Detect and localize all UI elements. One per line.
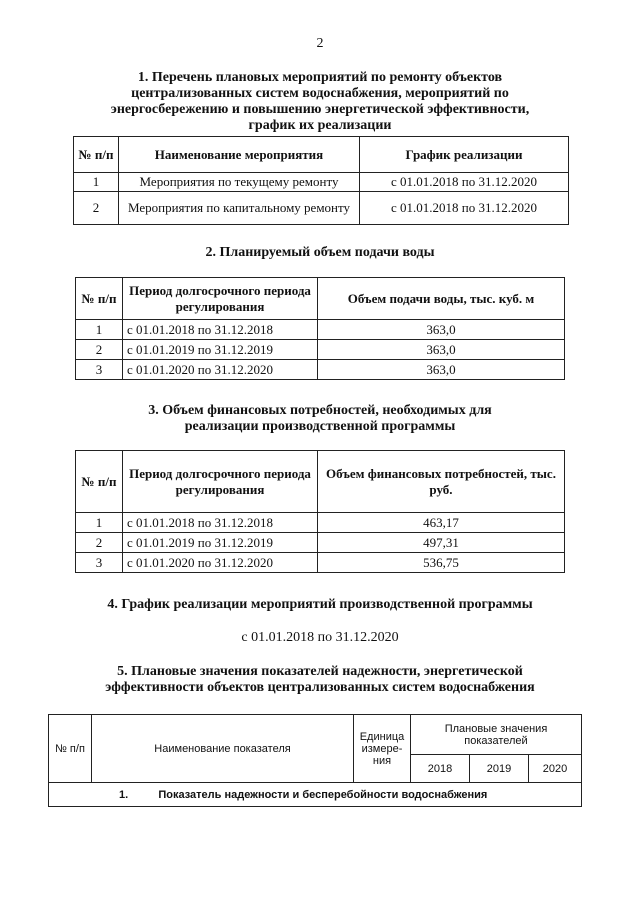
table-row xyxy=(49,783,582,807)
period: с 01.01.2019 по 31.12.2019 xyxy=(123,340,318,360)
row-num: 3 xyxy=(76,360,123,380)
table-row xyxy=(76,553,565,573)
col-header-num: № п/п xyxy=(49,715,92,783)
section5-heading-line: эффективности объектов централизованных систем водоснабжения xyxy=(105,680,535,695)
measure-schedule: с 01.01.2018 по 31.12.2020 xyxy=(360,192,569,225)
period: с 01.01.2018 по 31.12.2018 xyxy=(123,320,318,340)
table-row xyxy=(76,320,565,340)
period: с 01.01.2020 по 31.12.2020 xyxy=(123,360,318,380)
financial-value: 463,17 xyxy=(318,513,565,533)
row-num: 2 xyxy=(76,533,123,553)
row-num: 1 xyxy=(76,513,123,533)
indicators-table xyxy=(48,714,582,807)
col-header-period: Период долгосрочного периода регулирования xyxy=(123,278,318,320)
col-header-period: Период долгосрочного периода регулирования xyxy=(123,451,318,513)
water-supply-table xyxy=(75,277,565,380)
section1-heading xyxy=(60,70,580,134)
period: с 01.01.2019 по 31.12.2019 xyxy=(123,533,318,553)
financial-value: 536,75 xyxy=(318,553,565,573)
financial-value: 497,31 xyxy=(318,533,565,553)
measure-name: Мероприятия по текущему ремонту xyxy=(119,173,360,192)
row-num: 3 xyxy=(76,553,123,573)
section1-heading-line: энергосбережению и повышению энергетической эффективности, xyxy=(110,102,530,117)
table-row xyxy=(76,340,565,360)
col-header-schedule: График реализации xyxy=(360,137,569,173)
col-header-num: № п/п xyxy=(76,451,123,513)
row-num: 2 xyxy=(76,340,123,360)
indicator-group-title: Показатель надежности и бесперебойности водоснабжения xyxy=(158,788,488,801)
indicator-group-number: 1. xyxy=(119,788,129,801)
col-header-measure-name: Наименование мероприятия xyxy=(119,137,360,173)
water-volume: 363,0 xyxy=(318,320,565,340)
table-row xyxy=(76,513,565,533)
row-num: 2 xyxy=(74,192,119,225)
section3-heading-line: 3. Объем финансовых потребностей, необходимых для xyxy=(148,403,492,418)
col-header-num: № п/п xyxy=(76,278,123,320)
section3-heading-line: реализации производственной программы xyxy=(184,419,456,434)
section4-heading: 4. График реализации мероприятий производственной программы xyxy=(107,597,533,612)
col-header-year: 2019 xyxy=(470,755,529,783)
page-number: 2 xyxy=(316,36,324,51)
water-volume: 363,0 xyxy=(318,360,565,380)
col-header-planned-values: Плановые значения показателей xyxy=(411,715,582,755)
col-header-unit: Единица измере- ния xyxy=(354,715,411,783)
table-row xyxy=(74,192,569,225)
table-row xyxy=(76,533,565,553)
period: с 01.01.2020 по 31.12.2020 xyxy=(123,553,318,573)
section1-heading-line: график их реализации xyxy=(248,118,392,133)
period: с 01.01.2018 по 31.12.2018 xyxy=(123,513,318,533)
col-header-year: 2018 xyxy=(411,755,470,783)
water-volume: 363,0 xyxy=(318,340,565,360)
row-num: 1 xyxy=(74,173,119,192)
financial-needs-table xyxy=(75,450,565,573)
col-header-year: 2020 xyxy=(529,755,582,783)
measures-table xyxy=(73,136,569,225)
col-header-volume: Объем подачи воды, тыс. куб. м xyxy=(318,278,565,320)
measure-schedule: с 01.01.2018 по 31.12.2020 xyxy=(360,173,569,192)
table-row xyxy=(76,360,565,380)
row-num: 1 xyxy=(76,320,123,340)
section3-heading xyxy=(60,403,580,435)
table-row xyxy=(74,173,569,192)
section1-heading-line: централизованных систем водоснабжения, мероприятий по xyxy=(131,86,509,101)
section2-heading: 2. Планируемый объем подачи воды xyxy=(205,245,435,260)
section1-heading-line: 1. Перечень плановых мероприятий по ремонту объектов xyxy=(137,70,503,85)
section5-heading xyxy=(40,664,600,696)
measure-name: Мероприятия по капитальному ремонту xyxy=(119,192,360,225)
col-header-indicator-name: Наименование показателя xyxy=(92,715,354,783)
section5-heading-line: 5. Плановые значения показателей надежности, энергетической xyxy=(117,664,523,679)
col-header-financial-needs: Объем финансовых потребностей, тыс. руб. xyxy=(318,451,565,513)
section4-period: с 01.01.2018 по 31.12.2020 xyxy=(241,630,399,645)
col-header-num: № п/п xyxy=(74,137,119,173)
indicator-group-heading xyxy=(49,783,582,807)
